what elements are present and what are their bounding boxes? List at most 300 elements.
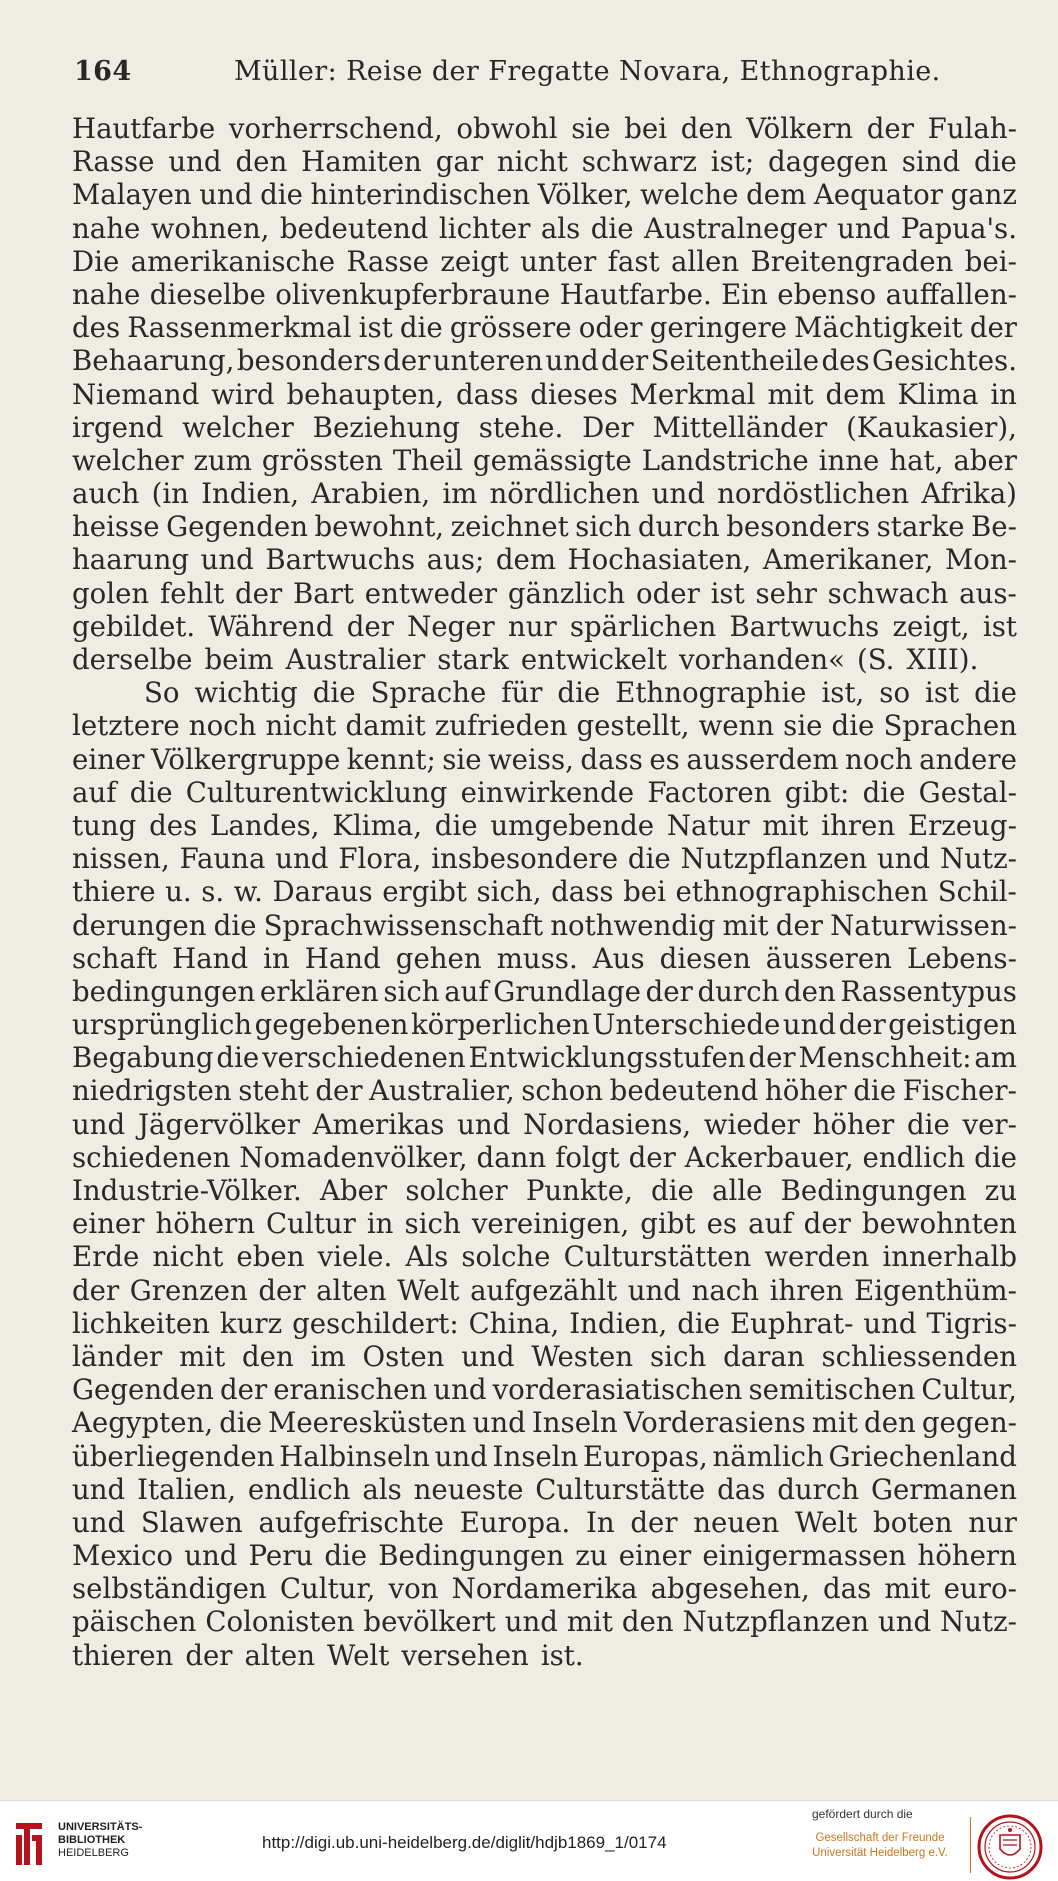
- word: grössere: [449, 311, 572, 345]
- word: Rasse: [72, 145, 155, 179]
- word: die: [557, 676, 601, 710]
- running-head-title: Müller: Reise der Fregatte Novara, Ethnographie.: [234, 56, 941, 87]
- word: Australneger: [644, 211, 827, 245]
- word: gibt:: [784, 775, 850, 809]
- university-library-logo-icon: [12, 1819, 46, 1869]
- word: inne: [818, 443, 880, 477]
- text-line: [72, 942, 1017, 975]
- word: ist,: [821, 676, 865, 710]
- word: Klima: [897, 377, 979, 411]
- word: andere: [919, 742, 1017, 776]
- word: Der: [582, 410, 634, 444]
- word: Welt: [397, 1273, 460, 1307]
- word: Gestal-: [918, 775, 1017, 809]
- word: Aequator: [813, 178, 943, 212]
- word: ganz: [950, 178, 1017, 212]
- word: auffallen-: [885, 277, 1017, 311]
- word: Cultur: [266, 1207, 356, 1241]
- text-line: [72, 776, 1017, 809]
- word: Europas,: [583, 1439, 708, 1473]
- word: ebenso: [777, 277, 877, 311]
- word: heisse: [72, 510, 160, 544]
- word: und: [461, 1339, 515, 1373]
- word: die: [853, 1074, 897, 1108]
- word: versehen: [401, 1638, 529, 1672]
- word: bedeutend: [279, 211, 429, 245]
- word: Nutz-: [940, 842, 1017, 876]
- word: höher: [812, 1107, 895, 1141]
- word: oder: [635, 576, 700, 610]
- word: geringere: [649, 311, 787, 345]
- word: durch: [697, 974, 780, 1008]
- word: sie: [783, 709, 823, 743]
- word: Gegenden: [166, 510, 308, 544]
- word: schwarz: [581, 145, 697, 179]
- word: nur: [507, 609, 557, 643]
- word: aufgezählt: [470, 1273, 618, 1307]
- text-line: [72, 610, 1017, 643]
- word: Aber: [320, 1174, 388, 1207]
- text-line: [72, 178, 1017, 211]
- word: Indien,: [201, 477, 300, 511]
- word: Europa.: [459, 1505, 571, 1539]
- word: der: [258, 1273, 306, 1307]
- word: Cultur,: [279, 1572, 376, 1606]
- text-line: [72, 909, 1017, 942]
- word: Völkern: [746, 112, 854, 145]
- word: Klima,: [332, 808, 422, 842]
- word: stark: [437, 643, 509, 676]
- word: zeigt: [440, 244, 509, 278]
- text-line: [72, 1406, 1017, 1439]
- word: Inseln: [531, 1406, 618, 1440]
- word: und: [275, 842, 329, 876]
- text-line: [72, 1307, 1017, 1340]
- word: sich,: [476, 875, 542, 909]
- word: päischen: [72, 1605, 197, 1639]
- word: die: [677, 1306, 721, 1340]
- word: steht: [238, 1074, 309, 1108]
- word: und: [168, 145, 222, 179]
- word: einer: [72, 742, 145, 776]
- word: (S.: [856, 643, 895, 676]
- word: geistigen: [888, 1008, 1017, 1042]
- word: Die: [72, 244, 120, 278]
- sponsor-divider: [970, 1817, 971, 1873]
- word: Punkte,: [525, 1174, 633, 1207]
- word: innerhalb: [882, 1240, 1017, 1274]
- word: Colonisten: [205, 1605, 355, 1639]
- word: thieren: [72, 1638, 174, 1672]
- word: derungen: [72, 908, 207, 942]
- word: beim: [204, 643, 274, 676]
- word: die: [399, 311, 443, 345]
- footer-bar: [0, 1800, 1058, 1881]
- word: alle: [712, 1174, 763, 1207]
- word: Völkergruppe: [150, 742, 341, 776]
- word: Ackerbauer,: [684, 1140, 854, 1174]
- word: und: [434, 1439, 488, 1473]
- word: zufrieden: [434, 709, 568, 743]
- word: schaft: [72, 941, 158, 975]
- word: der: [315, 1074, 363, 1108]
- word: boten: [873, 1505, 953, 1539]
- word: nissen,: [72, 842, 170, 876]
- word: die: [219, 1406, 263, 1440]
- word: und: [504, 1605, 558, 1639]
- word: schwach: [827, 576, 949, 610]
- word: der: [748, 1041, 796, 1075]
- word: ist: [710, 576, 745, 610]
- text-line: [72, 643, 1017, 676]
- word: des: [821, 344, 870, 378]
- word: Bartwuchs: [729, 609, 880, 643]
- word: gänzlich: [507, 576, 626, 610]
- text-line: [72, 809, 1017, 842]
- word: des: [72, 311, 121, 345]
- word: vereinigen,: [471, 1207, 630, 1241]
- word: überliegenden: [72, 1439, 275, 1473]
- word: gestellt,: [576, 709, 690, 743]
- word: Daraus: [272, 875, 373, 909]
- word: höhern: [155, 1207, 255, 1241]
- word: auf: [444, 974, 489, 1008]
- word: der: [775, 908, 823, 942]
- word: bei-: [964, 244, 1017, 278]
- word: alten: [244, 1638, 315, 1672]
- word: Entwicklungsstufen: [468, 1041, 746, 1075]
- word: Gesichtes.: [872, 344, 1017, 378]
- word: geschildert:: [292, 1306, 459, 1340]
- word: Landstriche: [641, 443, 809, 477]
- word: Nutz-: [940, 1605, 1017, 1639]
- text-line: [72, 1605, 1017, 1638]
- word: von: [388, 1572, 439, 1606]
- word: die: [651, 1174, 694, 1207]
- word: ausserdem: [686, 742, 839, 776]
- word: gibt: [640, 1207, 696, 1241]
- word: Erde: [72, 1240, 140, 1274]
- word: Grenzen: [129, 1273, 248, 1307]
- text-line: [72, 709, 1017, 742]
- text-line: [72, 1174, 1017, 1207]
- text-line: [72, 411, 1017, 444]
- word: die: [312, 676, 356, 710]
- word: die: [974, 1140, 1017, 1174]
- text-line: [72, 1008, 1017, 1041]
- word: gebildet.: [72, 609, 196, 643]
- word: daran: [723, 1339, 805, 1373]
- word: Culturentwicklung: [185, 775, 448, 809]
- word: Theil: [392, 443, 463, 477]
- word: mit: [767, 377, 814, 411]
- word: und: [184, 1539, 238, 1573]
- word: Nutzpflanzen: [680, 842, 868, 876]
- word: dem: [495, 543, 557, 577]
- running-head: [74, 50, 941, 90]
- word: zeigt,: [892, 609, 970, 643]
- word: solche: [461, 1240, 551, 1274]
- word: mit: [884, 1572, 931, 1606]
- word: es: [649, 742, 680, 776]
- text-line: [72, 145, 1017, 178]
- word: dass: [455, 377, 519, 411]
- word: schon: [521, 1074, 604, 1108]
- word: die: [627, 842, 671, 876]
- word: Euphrat-: [730, 1306, 854, 1340]
- word: Eigenthüm-: [854, 1273, 1017, 1307]
- word: die: [974, 145, 1017, 179]
- word: auch: [72, 477, 140, 511]
- word: spärlichen: [569, 609, 717, 643]
- text-line: [72, 245, 1017, 278]
- word: bewohnten: [861, 1207, 1017, 1241]
- library-name: [58, 1821, 142, 1860]
- word: der: [630, 1505, 678, 1539]
- word: gar: [435, 145, 484, 179]
- word: Rassentypus: [840, 974, 1017, 1008]
- word: Fauna: [179, 842, 266, 876]
- word: der: [601, 344, 649, 378]
- word: grössten: [261, 443, 383, 477]
- word: dass: [580, 742, 643, 776]
- word: noch: [845, 742, 913, 776]
- word: Bedingungen: [378, 1539, 565, 1573]
- word: Australier,: [369, 1074, 515, 1108]
- word: und: [545, 344, 599, 378]
- text-line: [72, 1074, 1017, 1107]
- word: in: [990, 377, 1017, 411]
- word: und: [433, 1373, 487, 1407]
- text-line: [72, 543, 1017, 576]
- text-line: [72, 1041, 1017, 1074]
- word: hat,: [889, 443, 944, 477]
- word: Bedingungen: [780, 1174, 967, 1207]
- text-line: [72, 1240, 1017, 1273]
- word: semitischen: [748, 1373, 916, 1407]
- word: der: [219, 1373, 268, 1407]
- word: Sprache: [370, 676, 487, 710]
- word: welcher: [72, 443, 184, 477]
- word: nur: [968, 1505, 1017, 1539]
- word: Schil-: [937, 875, 1017, 909]
- word: durch: [637, 510, 720, 544]
- word: nicht: [265, 709, 337, 743]
- word: Vorderasiens: [623, 1406, 806, 1440]
- word: fast: [607, 244, 660, 278]
- word: der: [866, 112, 914, 145]
- word: wieder: [703, 1107, 800, 1141]
- word: viele.: [317, 1240, 393, 1274]
- word: Rasse: [346, 244, 429, 278]
- permalink-url[interactable]: http://digi.ub.uni-heidelberg.de/diglit/hdjb1869_1/0174: [262, 1833, 667, 1852]
- word: einer: [72, 1207, 145, 1241]
- university-seal-icon: [976, 1813, 1044, 1881]
- word: und: [627, 1273, 681, 1307]
- word: wird: [211, 377, 275, 411]
- word: Mon-: [944, 543, 1017, 577]
- text-line: [72, 743, 1017, 776]
- word: Germanen: [870, 1472, 1017, 1506]
- word: der: [628, 1140, 676, 1174]
- word: aufgefrischte: [258, 1505, 444, 1539]
- word: und: [457, 1107, 511, 1141]
- word: In: [586, 1505, 615, 1539]
- word: golen: [72, 576, 150, 610]
- word: vorderasiatischen: [492, 1373, 743, 1407]
- word: sich: [575, 510, 632, 544]
- word: sind: [901, 145, 961, 179]
- word: der: [838, 1008, 886, 1042]
- word: Nutzpflanzen: [682, 1605, 870, 1639]
- word: wenn: [698, 709, 775, 743]
- word: und: [877, 1605, 932, 1639]
- word: Be-: [971, 510, 1017, 544]
- word: Culturstätte: [535, 1472, 706, 1506]
- sponsor-name-line2: Universität Heidelberg e.V.: [812, 1847, 948, 1859]
- word: nicht: [496, 145, 568, 179]
- word: und: [863, 1306, 917, 1340]
- word: Hamiten: [301, 145, 422, 179]
- text-line: [72, 1207, 1017, 1240]
- word: Griechenland: [828, 1439, 1017, 1473]
- word: besonders: [236, 344, 381, 378]
- word: Neger: [407, 609, 495, 643]
- word: höher: [764, 1074, 847, 1108]
- word: schliessenden: [821, 1339, 1017, 1373]
- word: Aegypten,: [72, 1406, 214, 1440]
- word: und: [199, 178, 253, 212]
- word: erklären: [259, 974, 379, 1008]
- word: der: [235, 576, 283, 610]
- word: Seitentheile: [650, 344, 820, 378]
- text-line: [72, 1440, 1017, 1473]
- word: starke: [876, 510, 965, 544]
- word: Amerikaner,: [762, 543, 934, 577]
- word: Hand: [304, 941, 381, 975]
- word: u.: [165, 875, 192, 909]
- text-line: [72, 444, 1017, 477]
- word: den: [864, 1406, 916, 1440]
- word: Aus: [592, 941, 645, 975]
- text-line: [72, 311, 1017, 344]
- word: aus;: [426, 543, 485, 577]
- word: die: [216, 1041, 260, 1075]
- word: Naturwissen-: [830, 908, 1017, 942]
- text-line: [72, 477, 1017, 510]
- word: entwickelt: [520, 643, 667, 676]
- word: wichtig: [194, 676, 298, 710]
- word: letztere: [72, 709, 180, 743]
- word: Begabung: [72, 1041, 214, 1075]
- word: XIII).: [906, 643, 979, 676]
- word: ihren: [769, 1273, 844, 1307]
- word: mit: [811, 1406, 858, 1440]
- word: so: [879, 676, 911, 710]
- word: stehe.: [478, 410, 564, 444]
- word: die: [324, 1539, 368, 1573]
- word: Afrika): [921, 477, 1017, 511]
- word: wohnen,: [150, 211, 270, 245]
- word: Jägervölker: [137, 1107, 300, 1141]
- word: endlich: [247, 1472, 351, 1506]
- word: Fulah-: [927, 112, 1017, 145]
- word: Beziehung: [312, 410, 460, 444]
- library-name-line2: BIBLIOTHEK: [58, 1834, 126, 1846]
- word: Völker,: [537, 178, 633, 212]
- word: aus-: [959, 576, 1017, 610]
- word: die: [906, 1107, 950, 1141]
- word: ist: [925, 676, 960, 710]
- word: und: [472, 1406, 526, 1440]
- word: einigermassen: [702, 1539, 907, 1573]
- word: mit: [762, 808, 809, 842]
- word: Menschheit:: [798, 1041, 972, 1075]
- word: dem: [746, 178, 807, 212]
- word: kurz: [219, 1306, 283, 1340]
- text-line: [72, 1373, 1017, 1406]
- word: bei: [624, 112, 668, 145]
- word: euro-: [943, 1572, 1017, 1606]
- text-line: [72, 577, 1017, 610]
- word: den: [242, 1339, 294, 1373]
- word: der: [383, 344, 431, 378]
- word: Grundlage: [493, 974, 641, 1008]
- word: dem: [825, 377, 886, 411]
- word: solcher: [405, 1174, 508, 1207]
- word: und: [72, 1472, 126, 1506]
- text-line: [72, 1539, 1017, 1572]
- word: äusseren: [765, 941, 892, 975]
- word: nahe: [72, 277, 141, 311]
- word: einwirkende: [460, 775, 635, 809]
- word: des: [149, 808, 198, 842]
- word: Cultur,: [921, 1373, 1017, 1407]
- word: und: [72, 1505, 126, 1539]
- word: Welt: [794, 1505, 858, 1539]
- word: Meeresküsten: [268, 1406, 467, 1440]
- word: durch: [777, 1472, 860, 1506]
- word: neuen: [693, 1505, 780, 1539]
- word: der: [72, 1273, 120, 1307]
- text-line: [72, 1473, 1017, 1506]
- text-line: [72, 1572, 1017, 1605]
- word: bevölkert: [363, 1605, 496, 1639]
- word: Bart: [292, 576, 354, 610]
- word: Flora,: [338, 842, 422, 876]
- text-line: [72, 875, 1017, 908]
- word: schiedenen: [72, 1140, 231, 1174]
- word: Nordamerika: [451, 1572, 638, 1606]
- word: körperlichen: [410, 1008, 590, 1042]
- word: Italien,: [137, 1472, 237, 1506]
- word: nordöstlichen: [717, 477, 910, 511]
- word: zu: [984, 1174, 1017, 1207]
- word: in: [263, 941, 290, 975]
- word: olivenkupferbraune: [275, 277, 551, 311]
- word: selbständigen: [72, 1572, 267, 1606]
- text-line: [72, 975, 1017, 1008]
- word: Welt: [326, 1638, 390, 1672]
- word: Mächtigkeit: [794, 311, 963, 345]
- word: auf: [72, 775, 117, 809]
- text-line: [72, 1639, 1017, 1672]
- word: s.: [201, 875, 225, 909]
- word: Tigris-: [926, 1306, 1017, 1340]
- word: Nordasiens,: [523, 1107, 692, 1141]
- word: den: [783, 974, 836, 1008]
- word: Lebens-: [906, 941, 1017, 975]
